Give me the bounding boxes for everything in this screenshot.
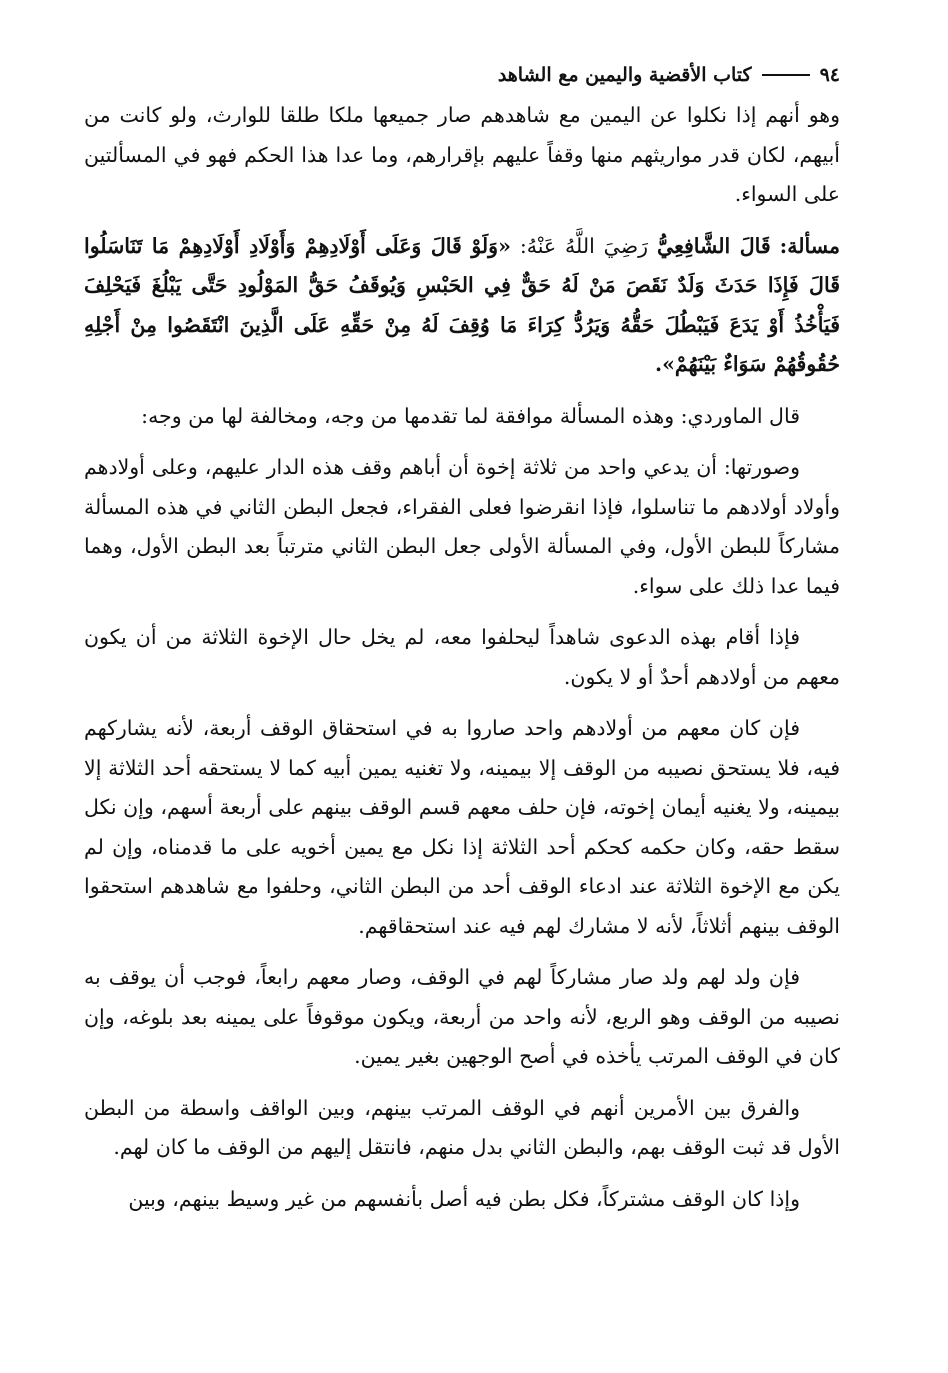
paragraph-8: والفرق بين الأمرين أنهم في الوقف المرتب بينهم، وبين الواقف واسطة من البطن الأول قد ثبت الوقف بهم، والبطن الثاني بدل منهم، فانتقل إليهم من الوقف ما كان لهم.	[84, 1095, 840, 1159]
paragraph-7: فإن ولد لهم ولد صار مشاركاً لهم في الوقف، وصار معهم رابعاً، فوجب أن يوقف به نصيبه من الوقف وهو الربع، لأنه واحد من أربعة، ويكون موقوفاً على يمينه بعد بلوغه، وإن كان في الوقف المرتب يأخذه في أصح الوجهين بغير يمين.	[84, 965, 840, 1068]
quote-text: «وَلَوْ قَالَ وَعَلَى أَوْلَادِهِمْ وَأَوْلَادِ أَوْلَادِهِمْ مَا تَنَاسَلُوا قَالَ فَإِذَا حَدَثَ وَلَدٌ نَقَصَ مَنْ لَهُ حَقٌّ فِي الحَبْسِ وَيُوقَفُ حَقُّ المَوْلُودِ حَتَّى يَبْلُغَ فَيَحْلِفَ فَيَأْخُذُ أَوْ يَدَعَ فَيَبْطُلَ حَقُّهُ وَيَرُدُّ كِرَاءَ مَا وُقِفَ لَهُ مِنْ حَقِّهِ عَلَى الَّذِينَ انْتَقَصُوا مِنْ أَجْلِهِ حُقُوقُهُمْ سَوَاءٌ بَيْنَهُمْ».	[84, 233, 840, 376]
page-header	[82, 60, 840, 90]
page-body	[84, 96, 840, 1231]
paragraph-6: فإن كان معهم من أولادهم واحد صاروا به في استحقاق الوقف أربعة، لأنه يشاركهم فيه، فلا يستحق نصيبه من الوقف إلا بيمينه، ولا تغنيه يمين أبيه كما لا يستحقه أحد الثلاثة إلا بيمينه، ولا يغنيه أيمان إخوته، فإن حلف معهم قسم الوقف بينهم على أربعة أسهم، وإن نكل سقط حقه، وكان حكمه كحكم أحد الثلاثة إذا نكل مع يمين أخويه على ما قدمناه، وإن لم يكن مع الإخوة الثلاثة عند ادعاء الوقف أحد من البطن الثاني، وحلفوا مع شاهدهم استحقوا الوقف بينهم أثلاثاً، لأنه لا مشارك لهم فيه عند استحقاقهم.	[84, 716, 840, 938]
paragraph-4: وصورتها: أن يدعي واحد من ثلاثة إخوة أن أباهم وقف هذه الدار عليهم، وعلى أولادهم وأولاد أولادهم ما تناسلوا، فإذا انقرضوا فعلى الفقراء، فجعل البطن الثاني في هذه المسألة مشاركاً للبطن الأول، وفي المسألة الأولى جعل البطن الثاني مترتباً بعد البطن الأول، وهما فيما عدا ذلك على سواء.	[84, 455, 840, 598]
paragraph-1: وهو أنهم إذا نكلوا عن اليمين مع شاهدهم صار جميعها ملكا طلقا للوارث، ولو كانت من أبيهم، لكان قدر مواريثهم منها وقفاً عليهم بإقرارهم، وما عدا هذا الحكم فهو في المسألتين على السواء.	[84, 103, 840, 206]
paragraph-mawardi: قال الماوردي: وهذه المسألة موافقة لما تقدمها من وجه، ومخالفة لها من وجه:	[141, 403, 800, 428]
masala-label: مسألة:	[779, 233, 840, 258]
paragraph-5: فإذا أقام بهذه الدعوى شاهداً ليحلفوا معه، لم يخل حال الإخوة الثلاثة من أن يكون معهم من أولادهم أحدٌ أو لا يكون.	[84, 625, 840, 689]
quote-honorific: رَضِيَ اللَّهُ عَنْهُ:	[519, 233, 649, 258]
header-rule	[762, 74, 810, 76]
paragraph-9: وإذا كان الوقف مشتركاً، فكل بطن فيه أصل بأنفسهم من غير وسيط بينهم، وبين	[128, 1186, 800, 1211]
quote-author: قَالَ الشَّافِعِيُّ	[657, 233, 771, 258]
paragraph-masala	[84, 227, 840, 385]
page-number: ٩٤	[819, 64, 840, 86]
running-title: كتاب الأقضية واليمين مع الشاهد	[497, 64, 752, 86]
